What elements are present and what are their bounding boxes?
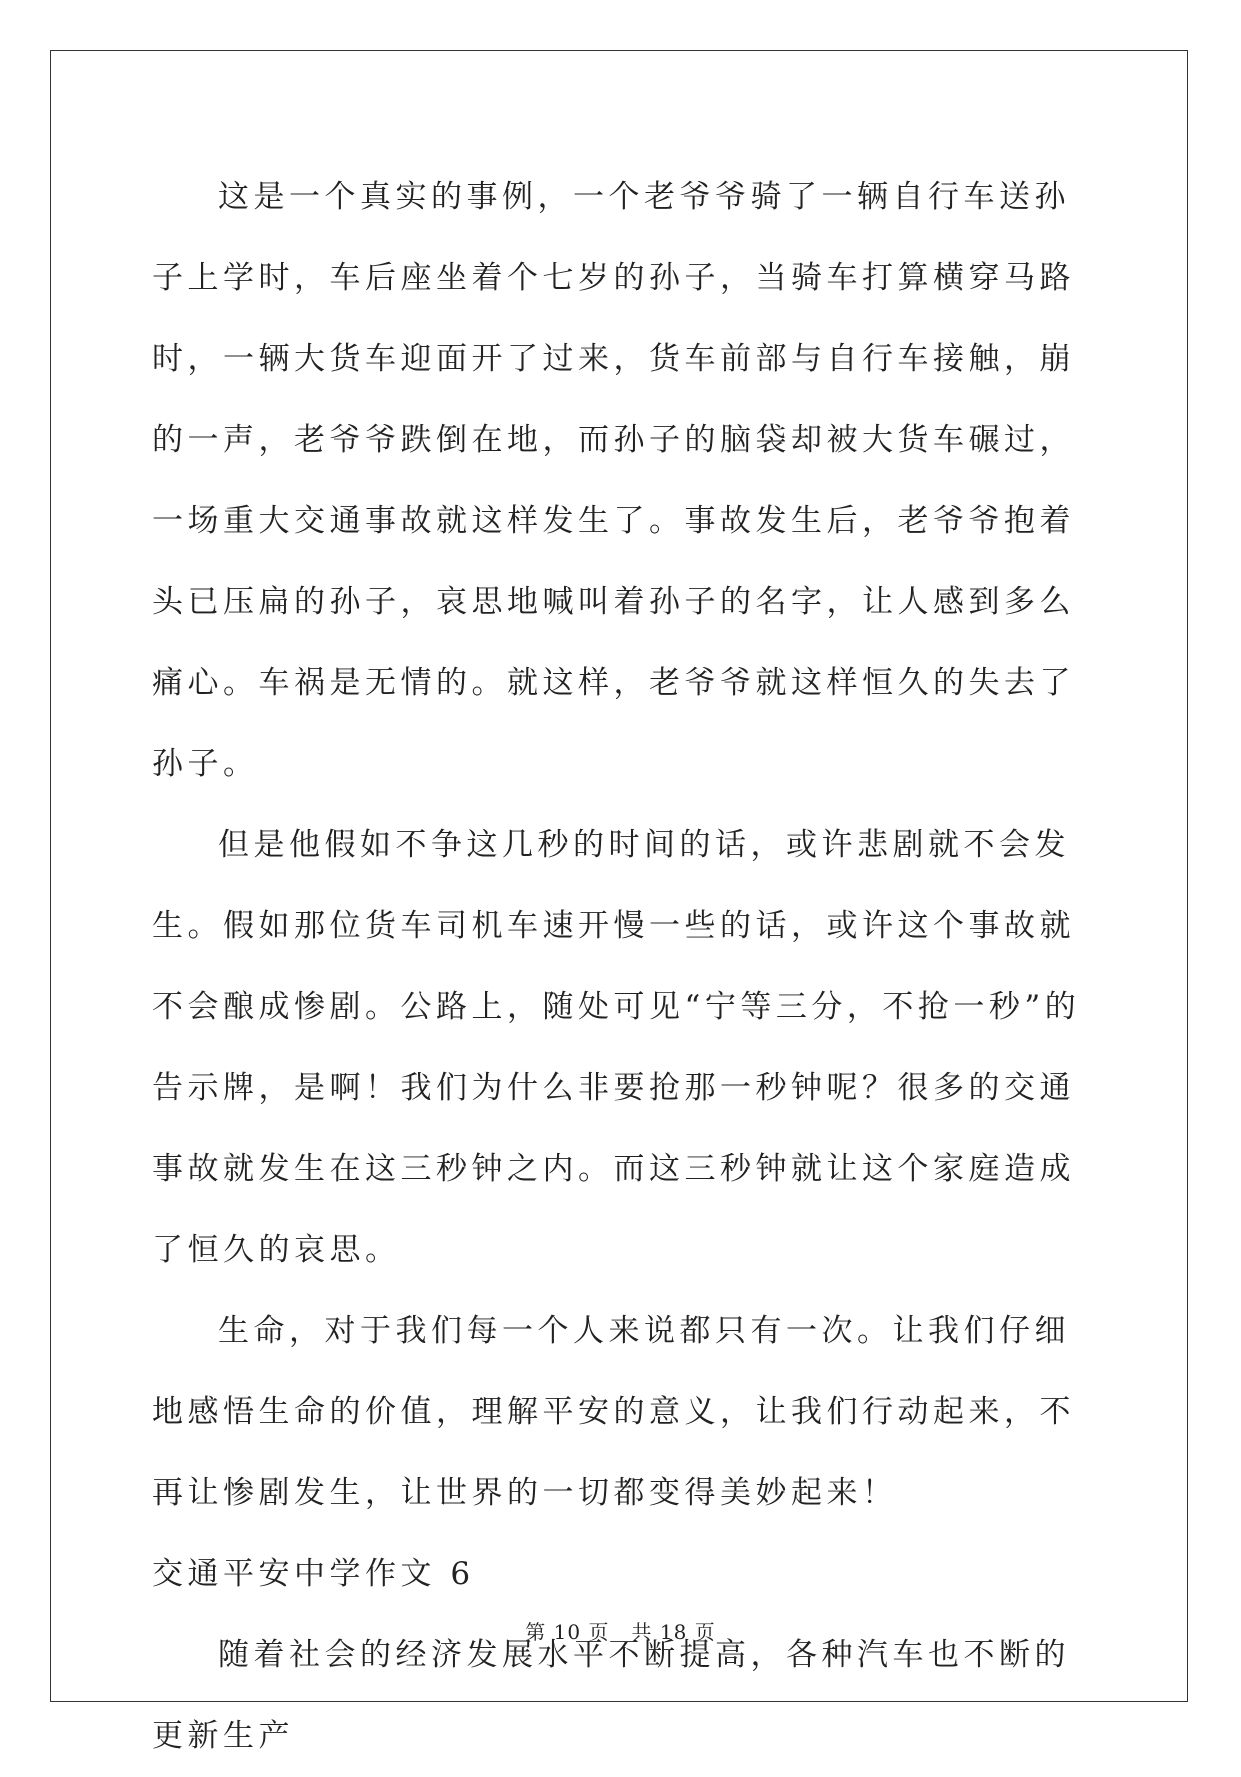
page-number-current: 第 10 页: [525, 1620, 610, 1644]
paragraph-1: 这是一个真实的事例，一个老爷爷骑了一辆自行车送孙子上学时，车后座坐着个七岁的孙子，当骑车打算横穿马路时，一辆大货车迎面开了过来，货车前部与自行车接触，崩的一声，老爷爷跌倒在地，而孙子的脑袋却被大货车碾过，一场重大交通事故就这样发生了。事故发生后，老爷爷抱着头已压扁的孙子，哀思地喊叫着孙子的名字，让人感到多么痛心。车祸是无情的。就这样，老爷爷就这样恒久的失去了孙子。: [152, 179, 1075, 782]
paragraph-4: 随着社会的经济发展水平不断提高，各种汽车也不断的更新生产: [152, 1637, 1070, 1754]
paragraph-3: 生命，对于我们每一个人来说都只有一次。让我们仔细地感悟生命的价值，理解平安的意义，让我们行动起来，不再让惨剧发生，让世界的一切都变得美妙起来！: [152, 1313, 1075, 1511]
page-footer: [0, 1616, 1241, 1645]
section-heading: 交通平安中学作文 6: [152, 1556, 475, 1592]
paragraph-2: 但是他假如不争这几秒的时间的话，或许悲剧就不会发生。假如那位货车司机车速开慢一些的话，或许这个事故就不会酿成惨剧。公路上，随处可见“宁等三分，不抢一秒”的告示牌，是啊！我们为什么非要抢那一秒钟呢？很多的交通事故就发生在这三秒钟之内。而这三秒钟就让这个家庭造成了恒久的哀思。: [152, 827, 1081, 1268]
page-number-total: 共 18 页: [631, 1620, 716, 1644]
document-body: [152, 157, 1092, 1777]
